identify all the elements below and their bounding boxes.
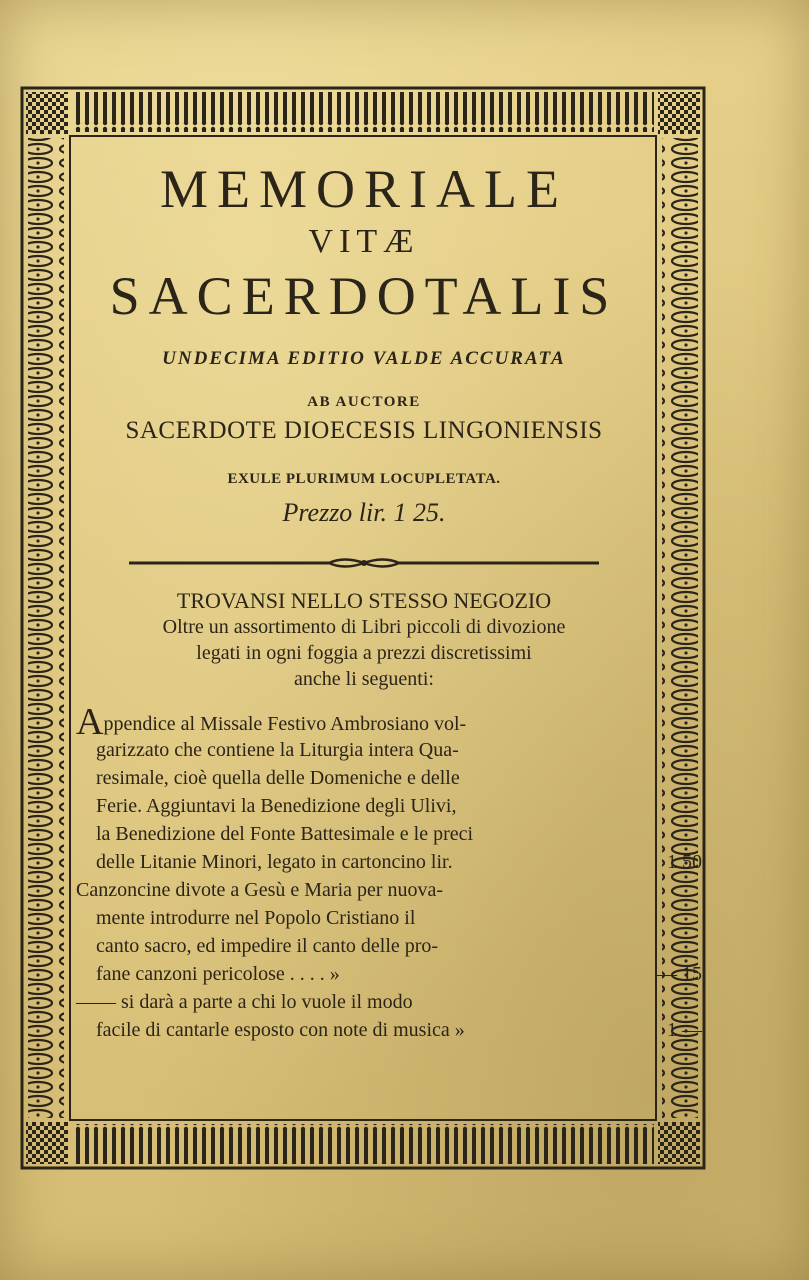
edition-subtitle: UNDECIMA EDITIO VALDE ACCURATA [162,348,566,369]
list-item-line [76,960,702,988]
list-item-line [76,736,652,764]
item-a-line-1: ppendice al Missale Festivo Ambrosiano vol- [103,713,467,735]
shop-heading: TROVANSI NELLO STESSO NEGOZIO [176,588,552,613]
shop-line-3: anche li seguenti: [294,668,434,690]
exule-line: EXULE PLURIMUM LOCUPLETATA. [227,471,501,487]
item-a-line-6: delle Litanie Minori, legato in cartoncino lir. [96,851,453,873]
item-a-price: 1 50 [667,851,702,873]
list-item-line [76,792,652,820]
item-a-line-3: resimale, cioè quella delle Domeniche e delle [96,767,460,789]
item-a-line-2: garizzato che contiene la Liturgia intera Qua- [96,739,459,761]
decorative-rule-icon [129,556,599,570]
item-a-line-4: Ferie. Aggiuntavi la Benedizione degli Ulivi, [96,795,457,817]
item-c-line-2: facile di cantarle esposto con note di musica » [96,1019,465,1041]
item-a-line-5: la Benedizione del Fonte Battesimale e le preci [96,823,474,845]
title-line-vitae: VITÆ [308,223,420,260]
shop-line-2: legati in ogni foggia a prezzi discretissimi [196,642,532,664]
list-item-line [76,876,652,904]
ab-auctore: AB AUCTORE [307,394,421,410]
drop-cap: A [76,701,104,743]
item-b-line-3: canto sacro, ed impedire il canto delle pro- [96,935,439,957]
price-line: Prezzo lir. 1 25. [282,498,446,527]
list-item-line [76,932,652,960]
book-list [76,701,702,1044]
item-c-line-1: —— si darà a parte a chi lo vuole il modo [76,991,413,1013]
title-line-memoriale: MEMORIALE [160,159,568,219]
list-item-line [76,904,652,932]
item-b-line-2: mente introdurre nel Popolo Cristiano il [96,907,416,929]
item-b-line-4: fane canzoni pericolose . . . . » [96,963,340,985]
list-item-line [76,701,652,743]
list-item-line [76,764,652,792]
ornamental-frame [20,86,706,1170]
item-c-price: 1 — [667,1019,702,1041]
author-line: SACERDOTE DIOECESIS LINGONIENSIS [125,417,603,444]
list-item-line [76,1016,702,1044]
title-line-sacerdotalis: SACERDOTALIS [109,266,619,326]
shop-line-1: Oltre un assortimento di Libri piccoli di divozione [162,616,566,638]
title-page-content [76,146,702,1126]
list-item-line [76,820,652,848]
list-item-line [76,848,702,876]
item-b-line-1: Canzoncine divote a Gesù e Maria per nuova- [76,879,444,901]
item-b-price: — 15 [657,963,702,985]
list-item-line [76,988,652,1016]
